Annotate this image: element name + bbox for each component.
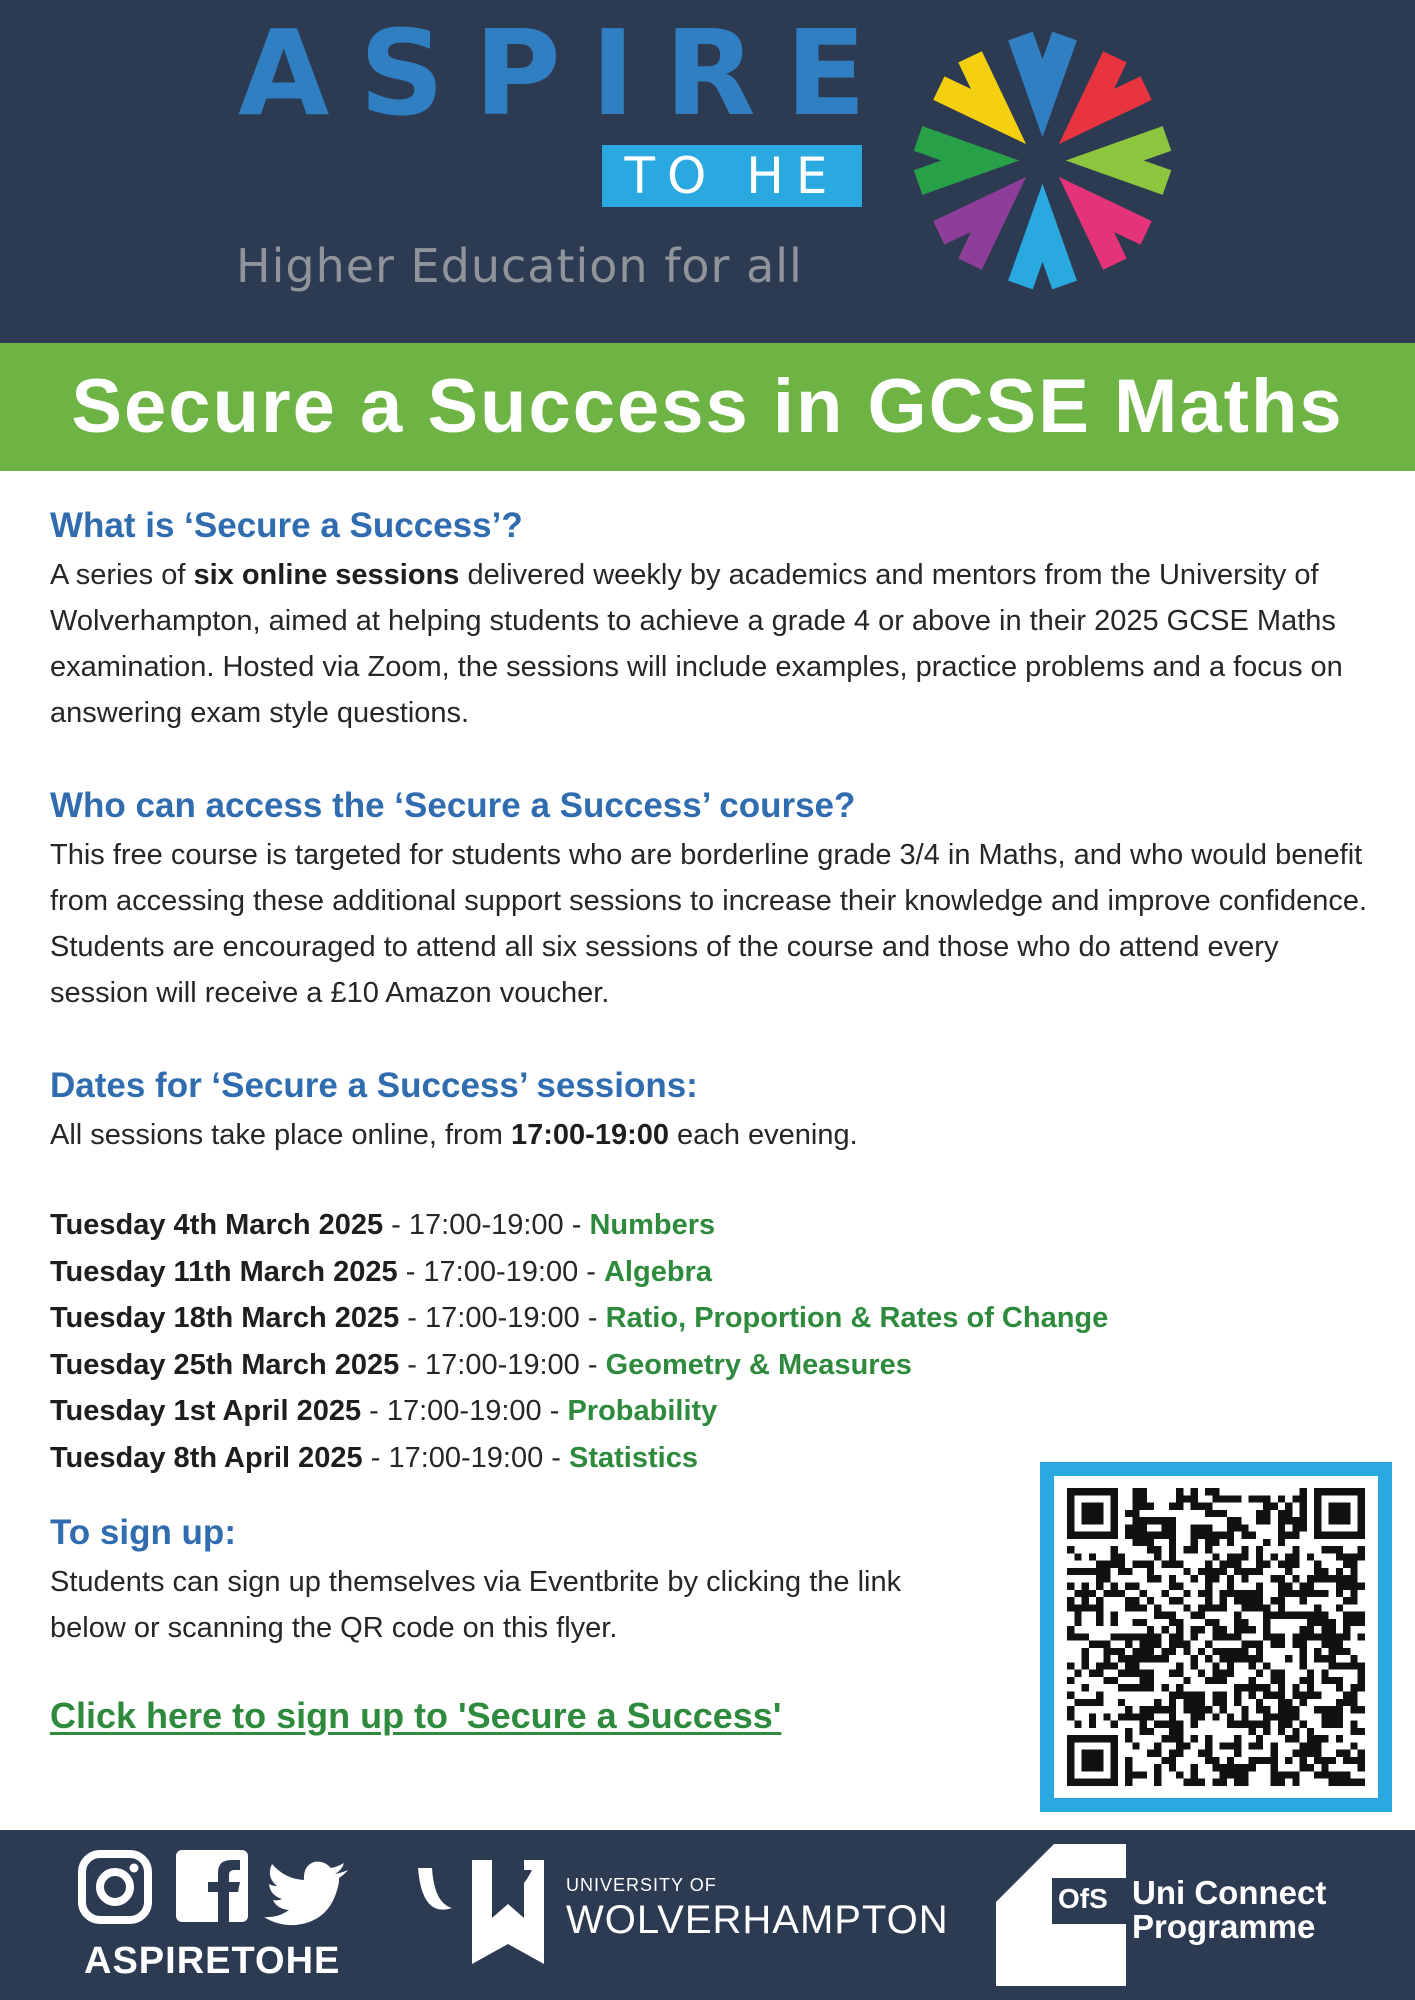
session-date: Tuesday 4th March 2025 — [50, 1209, 384, 1241]
session-time: - 17:00-19:00 - — [383, 1209, 590, 1241]
signup-paragraph: Students can sign up themselves via Eventbrite by clicking the link below or scanning the QR code on this flyer. — [50, 1566, 902, 1644]
what-heading: What is ‘Secure a Success’? — [50, 506, 523, 545]
ofs-programme-line1: Uni Connect — [1132, 1874, 1327, 1911]
dates-intro-end: each evening. — [669, 1119, 858, 1151]
session-time: - 17:00-19:00 - — [399, 1302, 606, 1334]
session-row — [50, 1388, 1370, 1435]
header — [0, 0, 1415, 343]
what-paragraph — [50, 552, 1370, 736]
aspire-star-logo-icon — [910, 28, 1175, 293]
what-text-end: delivered weekly by academics and mentors from the University of Wolverhampton, aimed at helping students to achieve a grade 4 or above in their 2025 GCSE Maths examination. Hosted via Zoom, the sessions will include examples, practice problems and a focus on answering exam style questions. — [50, 559, 1343, 729]
session-list — [50, 1202, 1370, 1481]
session-row — [50, 1342, 1370, 1389]
what-text-start: A series of — [50, 559, 194, 591]
who-heading: Who can access the ‘Secure a Success’ course? — [50, 786, 856, 825]
signup-heading: To sign up: — [50, 1513, 236, 1552]
instagram-icon — [82, 1854, 148, 1920]
logo-subtitle: Higher Education for all — [236, 239, 803, 293]
session-topic: Probability — [567, 1395, 718, 1427]
session-row — [50, 1295, 1370, 1342]
page-title: Secure a Success in GCSE Maths — [71, 364, 1344, 449]
session-row — [50, 1202, 1370, 1249]
session-row — [50, 1249, 1370, 1296]
session-date: Tuesday 25th March 2025 — [50, 1348, 400, 1381]
session-time: - 17:00-19:00 - — [397, 1255, 604, 1288]
what-text-bold: six online sessions — [193, 559, 460, 591]
dates-intro-bold: 17:00-19:00 — [511, 1119, 669, 1151]
who-paragraph: This free course is targeted for students who are borderline grade 3/4 in Maths, and who would benefit from accessing these additional support sessions to increase their knowledge and improve confidence. Students are encouraged to attend all six sessions of the course and those who do attend every session will receive a £10 Amazon voucher. — [50, 839, 1368, 1009]
ofs-label: OfS — [1058, 1883, 1108, 1914]
uow-small-text: UNIVERSITY OF — [566, 1875, 717, 1895]
session-topic: Ratio, Proportion & Rates of Change — [605, 1302, 1109, 1334]
ofs-programme-line2: Programme — [1132, 1908, 1316, 1945]
facebook-icon — [176, 1850, 248, 1922]
session-topic: Geometry & Measures — [605, 1348, 912, 1381]
session-date: Tuesday 1st April 2025 — [50, 1395, 362, 1427]
dates-intro — [50, 1112, 1370, 1158]
logo-tag: TO HE — [602, 145, 862, 207]
session-date: Tuesday 11th March 2025 — [50, 1255, 398, 1288]
session-time: - 17:00-19:00 - — [362, 1441, 570, 1474]
qr-code-frame — [1040, 1462, 1392, 1812]
session-date: Tuesday 8th April 2025 — [50, 1441, 363, 1474]
twitter-icon — [264, 1862, 348, 1926]
signup-link[interactable]: Click here to sign up to 'Secure a Success' — [50, 1695, 782, 1736]
session-topic: Algebra — [603, 1255, 712, 1288]
ofs-logo-icon — [996, 1844, 1126, 1986]
footer — [0, 1830, 1415, 2000]
logo-word: ASPIRE — [238, 4, 897, 142]
session-topic: Numbers — [589, 1209, 716, 1241]
uow-name: WOLVERHAMPTON — [566, 1898, 949, 1942]
dates-heading: Dates for ‘Secure a Success’ sessions: — [50, 1066, 698, 1105]
title-banner — [0, 343, 1415, 471]
session-topic: Statistics — [569, 1441, 698, 1474]
session-time: - 17:00-19:00 - — [361, 1395, 568, 1427]
dates-intro-start: All sessions take place online, from — [50, 1119, 511, 1151]
social-icons — [78, 1846, 358, 1936]
wolverhampton-logo-icon — [412, 1848, 562, 1968]
session-date: Tuesday 18th March 2025 — [50, 1302, 400, 1334]
session-time: - 17:00-19:00 - — [399, 1348, 606, 1381]
social-handle: ASPIRETOHE — [84, 1940, 341, 1982]
qr-code[interactable] — [1054, 1476, 1378, 1798]
qr-code-icon — [1066, 1488, 1366, 1786]
